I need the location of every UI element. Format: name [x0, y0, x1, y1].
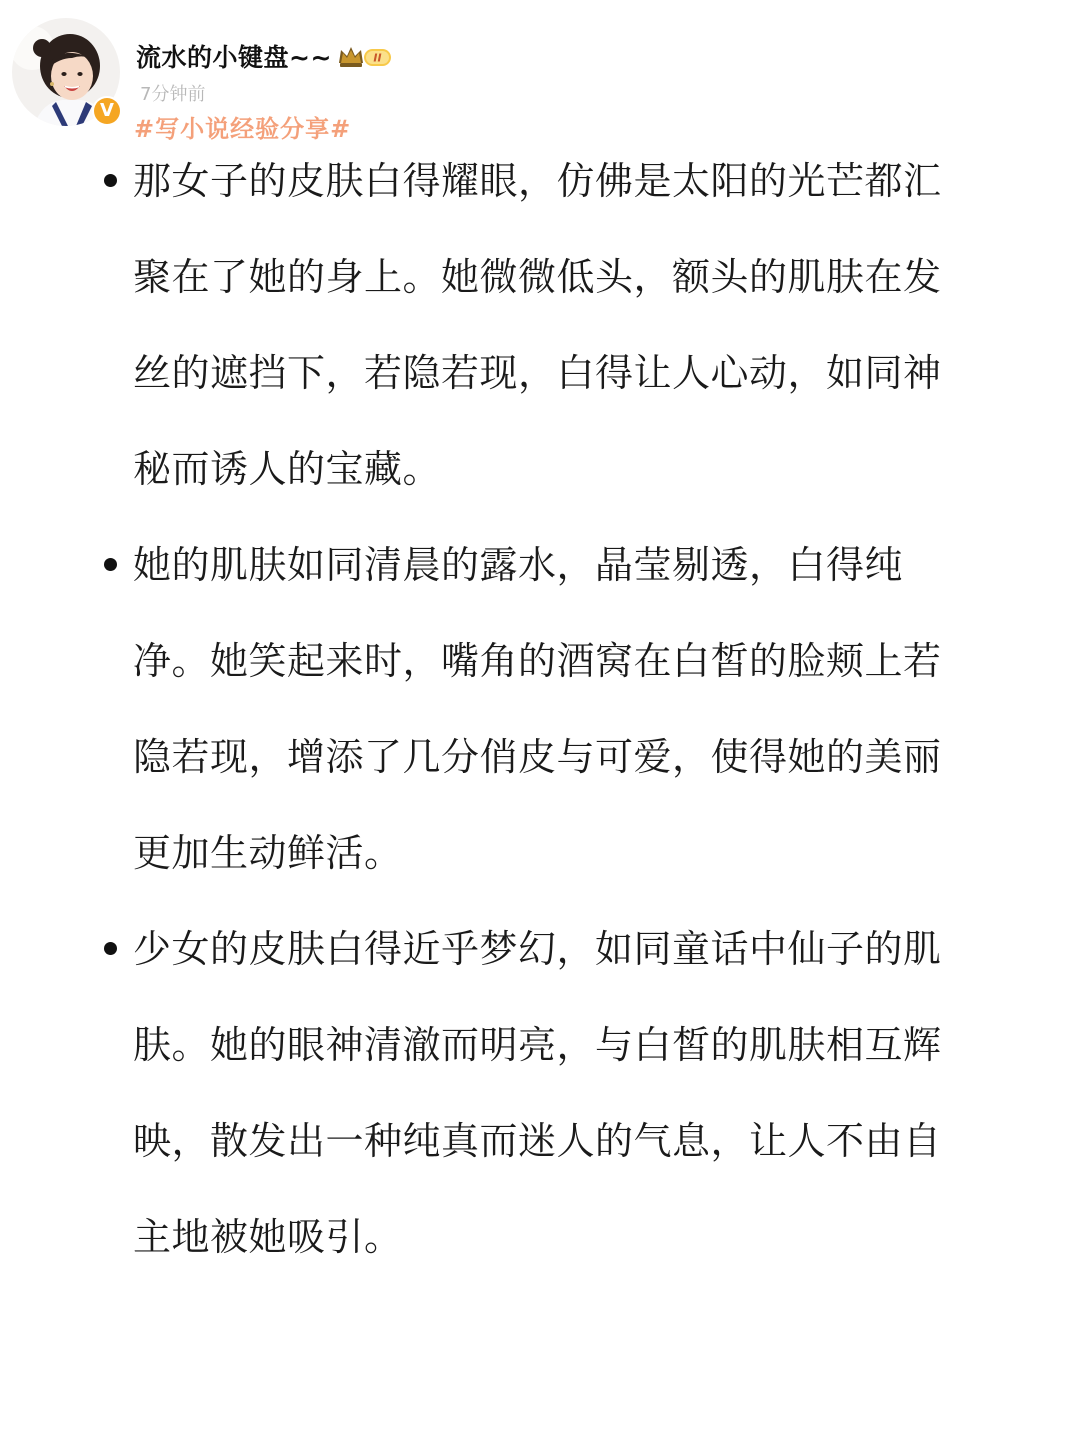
paragraph-text: 少女的皮肤白得近乎梦幻，如同童话中仙子的肌肤。她的眼神清澈而明亮，与白皙的肌肤相互辉映，散发出一种纯真而迷人的气息，让人不由自主地被她吸引。 — [133, 927, 942, 1259]
verified-v-icon: V — [94, 98, 120, 124]
list-item — [0, 133, 978, 517]
list-item — [0, 517, 978, 901]
author-row — [136, 36, 394, 76]
author-name[interactable]: 流水的小键盘~~ — [136, 43, 332, 72]
post-content — [0, 133, 1080, 1285]
member-level: II — [373, 51, 382, 65]
post-time: 7分钟前 — [140, 84, 206, 105]
bullet-dot — [104, 174, 117, 187]
verified-badge — [92, 96, 122, 126]
list-item — [0, 901, 978, 1285]
paragraph-text: 她的肌肤如同清晨的露水，晶莹剔透，白得纯净。她笑起来时，嘴角的酒窝在白皙的脸颊上若隐若现，增添了几分俏皮与可爱，使得她的美丽更加生动鲜活。 — [133, 543, 942, 875]
crown-vip-badge-icon[interactable] — [336, 41, 394, 71]
topic-tag[interactable]: #写小说经验分享# — [134, 115, 352, 143]
bullet-dot — [104, 942, 117, 955]
bullet-dot — [104, 558, 117, 571]
paragraph-text: 那女子的皮肤白得耀眼，仿佛是太阳的光芒都汇聚在了她的身上。她微微低头，额头的肌肤在发丝的遮挡下，若隐若现，白得让人心动，如同神秘而诱人的宝藏。 — [133, 159, 942, 491]
